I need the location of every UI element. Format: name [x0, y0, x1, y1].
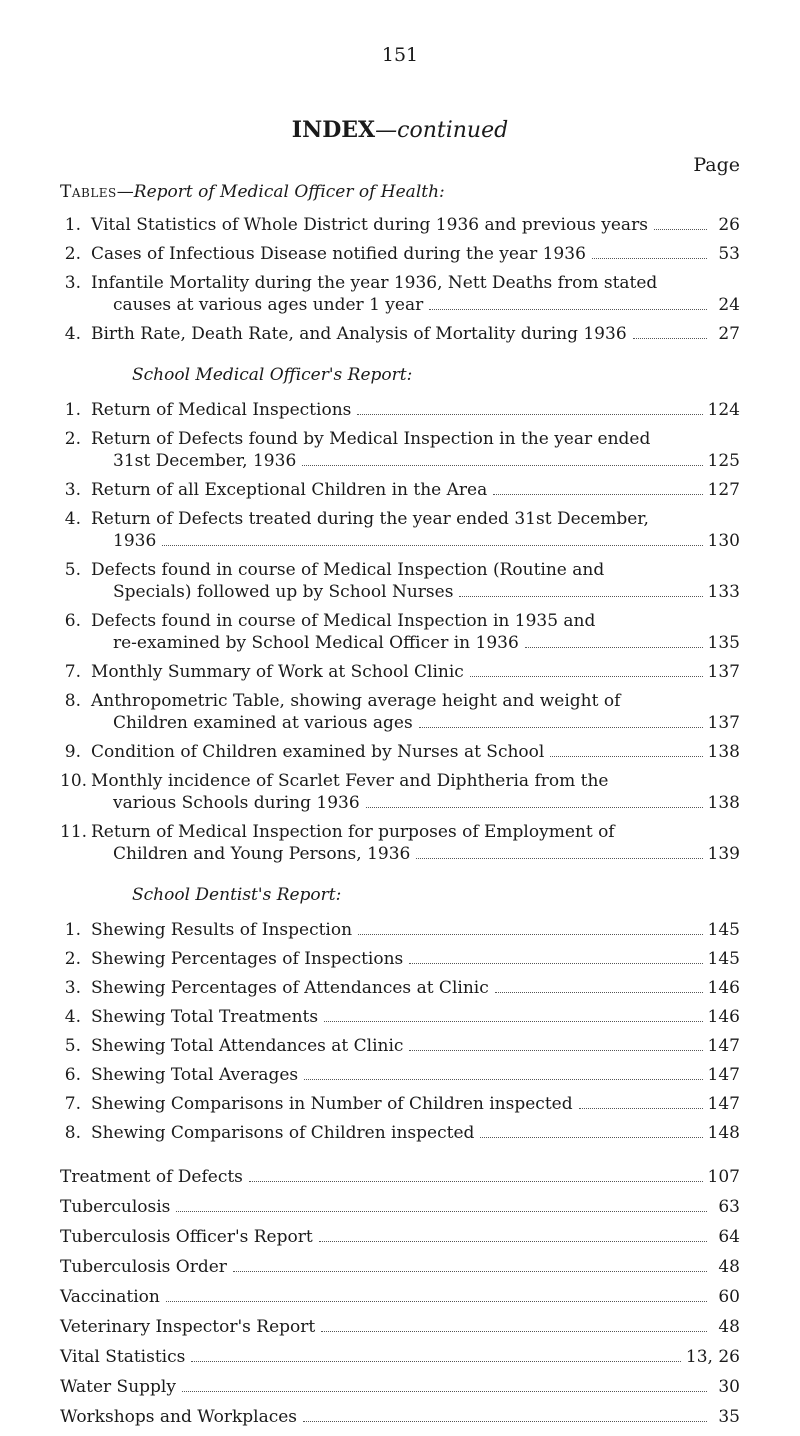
entry-line	[60, 1226, 740, 1248]
entry-number: 2.	[64, 429, 81, 449]
leader-dots	[358, 934, 703, 935]
entry-number: 9.	[64, 742, 81, 762]
entry-text: Specials) followed up by School Nurses	[113, 582, 454, 602]
entry-page: 125	[707, 451, 740, 471]
entry-text: re-examined by School Medical Officer in 1936	[113, 633, 519, 653]
entry-body	[91, 323, 740, 345]
general-entry	[60, 1286, 740, 1308]
entry-page: 53	[718, 244, 740, 264]
entry-body	[91, 1006, 740, 1028]
dentist-entry	[60, 919, 740, 941]
leader-dots	[321, 1331, 707, 1332]
entry-body	[91, 479, 740, 501]
tables-heading-italic: Report of Medical Officer of Health:	[133, 182, 445, 202]
entry-body	[91, 1035, 740, 1057]
leader-dots	[525, 647, 703, 648]
entry-text: Birth Rate, Death Rate, and Analysis of Mortality during 1936	[91, 324, 627, 344]
entry-line	[91, 479, 740, 501]
leader-dots	[176, 1211, 707, 1212]
entry-page: 30	[718, 1377, 740, 1397]
leader-dots	[166, 1301, 707, 1302]
dentist-entry	[60, 1064, 740, 1086]
entry-page: 64	[718, 1227, 740, 1247]
leader-dots	[357, 414, 702, 415]
entry-page: 145	[707, 920, 740, 940]
leader-dots	[592, 258, 707, 259]
entry-text: 31st December, 1936	[113, 451, 297, 471]
leader-dots	[470, 676, 703, 677]
entry-text: Tuberculosis	[60, 1197, 171, 1217]
entry-number: 1.	[64, 920, 81, 940]
entry-body	[91, 214, 740, 236]
tables-heading	[60, 182, 740, 202]
leader-dots	[579, 1108, 703, 1109]
dentist-entry	[60, 977, 740, 999]
entry-text: Return of Medical Inspection for purposes of Employment of	[91, 822, 615, 842]
entry-line	[91, 741, 740, 763]
leader-dots	[303, 1421, 707, 1422]
entry-number: 2.	[64, 949, 81, 969]
entry-text: Shewing Results of Inspection	[91, 920, 353, 940]
entry-number: 8.	[64, 691, 81, 711]
dentist-list	[60, 919, 740, 1144]
entry-line	[91, 712, 740, 734]
leader-dots	[249, 1181, 703, 1182]
entry-page: 35	[718, 1407, 740, 1427]
entry-text: Vital Statistics	[60, 1347, 186, 1367]
dentist-entry	[60, 948, 740, 970]
entry-line	[91, 272, 740, 294]
smo-entry	[60, 770, 740, 814]
entry-page: 130	[707, 531, 740, 551]
entry-line	[91, 919, 740, 941]
entry-body	[91, 1122, 740, 1144]
entry-line	[91, 581, 740, 603]
leader-dots	[493, 494, 702, 495]
general-entry	[60, 1166, 740, 1188]
entry-line	[91, 530, 740, 552]
moh-entry	[60, 272, 740, 316]
entry-body	[91, 948, 740, 970]
entry-body	[91, 661, 740, 683]
entry-text: Cases of Infectious Disease notified during the year 1936	[91, 244, 586, 264]
leader-dots	[429, 309, 707, 310]
entry-body	[91, 272, 740, 316]
entry-text: Return of Medical Inspections	[91, 400, 352, 420]
entry-number: 7.	[64, 1094, 81, 1114]
general-entry	[60, 1256, 740, 1278]
leader-dots	[302, 465, 702, 466]
leader-dots	[419, 727, 703, 728]
entry-body	[91, 741, 740, 763]
general-entry	[60, 1376, 740, 1398]
entry-body	[91, 770, 740, 814]
leader-dots	[162, 545, 702, 546]
entry-text: Shewing Percentages of Inspections	[91, 949, 404, 969]
entry-text: Vital Statistics of Whole District during 1936 and previous years	[91, 215, 648, 235]
entry-line	[91, 323, 740, 345]
entry-page: 146	[707, 978, 740, 998]
entry-line	[91, 661, 740, 683]
leader-dots	[480, 1137, 702, 1138]
entry-line	[91, 690, 740, 712]
entry-text: Shewing Comparisons in Number of Children inspected	[91, 1094, 573, 1114]
entry-line	[91, 559, 740, 581]
page-column-label: Page	[693, 154, 740, 176]
entry-text: Shewing Total Averages	[91, 1065, 299, 1085]
entry-line	[91, 294, 740, 316]
entry-line	[91, 948, 740, 970]
entry-text: Return of Defects treated during the year ended 31st December,	[91, 509, 649, 529]
entry-line	[60, 1286, 740, 1308]
moh-entry	[60, 214, 740, 236]
page-number: 151	[381, 44, 419, 66]
entry-body	[91, 919, 740, 941]
entry-number: 7.	[64, 662, 81, 682]
general-entry	[60, 1226, 740, 1248]
title-main: INDEX	[291, 117, 376, 143]
entry-page: 124	[707, 400, 740, 420]
smo-entry	[60, 690, 740, 734]
entry-page: 139	[707, 844, 740, 864]
entry-page: 13, 26	[685, 1347, 740, 1367]
entry-page: 137	[707, 713, 740, 733]
entry-body	[91, 977, 740, 999]
entry-body	[91, 610, 740, 654]
entry-text: Return of Defects found by Medical Inspection in the year ended	[91, 429, 651, 449]
entry-line	[60, 1166, 740, 1188]
entry-page: 24	[718, 295, 740, 315]
dentist-heading: School Dentist's Report:	[132, 885, 342, 905]
entry-line	[91, 977, 740, 999]
leader-dots	[416, 858, 702, 859]
entry-body	[91, 428, 740, 472]
entry-number: 6.	[64, 611, 81, 631]
entry-body	[91, 399, 740, 421]
leader-dots	[633, 338, 707, 339]
dentist-entry	[60, 1093, 740, 1115]
entry-number: 8.	[64, 1123, 81, 1143]
entry-body	[91, 508, 740, 552]
moh-list	[60, 214, 740, 345]
entry-number: 4.	[64, 324, 81, 344]
entry-text: Tuberculosis Officer's Report	[60, 1227, 313, 1247]
leader-dots	[233, 1271, 707, 1272]
entry-text: Defects found in course of Medical Inspection in 1935 and	[91, 611, 596, 631]
general-entry	[60, 1406, 740, 1428]
entry-text: Vaccination	[60, 1287, 160, 1307]
smo-entry	[60, 610, 740, 654]
entry-line	[60, 1406, 740, 1428]
leader-dots	[654, 229, 707, 230]
entry-line	[91, 821, 740, 843]
entry-page: 63	[718, 1197, 740, 1217]
page-title	[0, 117, 800, 143]
entry-text: Defects found in course of Medical Inspection (Routine and	[91, 560, 605, 580]
entry-number: 3.	[64, 480, 81, 500]
entry-text: Water Supply	[60, 1377, 176, 1397]
entry-text: Shewing Total Treatments	[91, 1007, 319, 1027]
moh-entry	[60, 323, 740, 345]
entry-body	[91, 243, 740, 265]
entry-text: Condition of Children examined by Nurses at School	[91, 742, 545, 762]
entry-text: Workshops and Workplaces	[60, 1407, 298, 1427]
smo-entry	[60, 479, 740, 501]
leader-dots	[324, 1021, 702, 1022]
entry-line	[91, 508, 740, 530]
entry-number: 1.	[64, 215, 81, 235]
entry-text: Children examined at various ages	[113, 713, 413, 733]
entry-line	[91, 399, 740, 421]
smo-entry	[60, 661, 740, 683]
entry-text: Treatment of Defects	[60, 1167, 243, 1187]
entry-number: 5.	[64, 1036, 81, 1056]
entry-body	[91, 1064, 740, 1086]
entry-page: 107	[707, 1167, 740, 1187]
title-suffix: —continued	[375, 118, 509, 143]
entry-page: 147	[707, 1036, 740, 1056]
entry-page: 60	[718, 1287, 740, 1307]
leader-dots	[191, 1361, 681, 1362]
smo-entry	[60, 508, 740, 552]
entry-text: Monthly Summary of Work at School Clinic	[91, 662, 464, 682]
entry-page: 135	[707, 633, 740, 653]
entry-line	[60, 1196, 740, 1218]
entry-text: 1936	[113, 531, 157, 551]
entry-page: 137	[707, 662, 740, 682]
entry-line	[91, 214, 740, 236]
entry-page: 148	[707, 1123, 740, 1143]
entry-line	[60, 1316, 740, 1338]
entry-page: 138	[707, 742, 740, 762]
entry-number: 4.	[64, 509, 81, 529]
smo-heading: School Medical Officer's Report:	[132, 365, 413, 385]
entry-text: causes at various ages under 1 year	[113, 295, 424, 315]
entry-body	[91, 690, 740, 734]
entry-line	[91, 792, 740, 814]
general-list	[60, 1166, 740, 1428]
entry-text: Anthropometric Table, showing average height and weight of	[91, 691, 621, 711]
entry-page: 26	[718, 215, 740, 235]
entry-line	[91, 1122, 740, 1144]
entry-text: Tuberculosis Order	[60, 1257, 227, 1277]
entry-line	[91, 1006, 740, 1028]
leader-dots	[182, 1391, 707, 1392]
index-content	[60, 182, 740, 1436]
general-entry	[60, 1196, 740, 1218]
entry-line	[60, 1376, 740, 1398]
entry-page: 138	[707, 793, 740, 813]
leader-dots	[409, 963, 702, 964]
entry-page: 147	[707, 1094, 740, 1114]
tables-heading-prefix: Tables	[60, 182, 117, 202]
dentist-entry	[60, 1035, 740, 1057]
entry-text: various Schools during 1936	[113, 793, 360, 813]
leader-dots	[319, 1241, 707, 1242]
general-entry	[60, 1346, 740, 1368]
smo-entry	[60, 399, 740, 421]
entry-line	[91, 450, 740, 472]
entry-text: Return of all Exceptional Children in the Area	[91, 480, 488, 500]
entry-number: 6.	[64, 1065, 81, 1085]
entry-page: 48	[718, 1317, 740, 1337]
leader-dots	[366, 807, 703, 808]
entry-page: 133	[707, 582, 740, 602]
leader-dots	[495, 992, 703, 993]
entry-line	[91, 632, 740, 654]
entry-number: 2.	[64, 244, 81, 264]
entry-number: 11.	[60, 822, 88, 842]
entry-page: 146	[707, 1007, 740, 1027]
entry-line	[91, 1035, 740, 1057]
smo-entry	[60, 741, 740, 763]
smo-entry	[60, 559, 740, 603]
entry-page: 147	[707, 1065, 740, 1085]
entry-line	[91, 610, 740, 632]
entry-body	[91, 559, 740, 603]
entry-page: 48	[718, 1257, 740, 1277]
entry-text: Monthly incidence of Scarlet Fever and Diphtheria from the	[91, 771, 609, 791]
entry-line	[91, 243, 740, 265]
entry-body	[91, 821, 740, 865]
entry-text: Shewing Total Attendances at Clinic	[91, 1036, 404, 1056]
entry-number: 3.	[64, 978, 81, 998]
leader-dots	[459, 596, 702, 597]
tables-heading-dash: —	[116, 182, 134, 202]
entry-number: 5.	[64, 560, 81, 580]
entry-text: Veterinary Inspector's Report	[60, 1317, 316, 1337]
smo-list	[60, 399, 740, 865]
entry-line	[91, 770, 740, 792]
entry-number: 4.	[64, 1007, 81, 1027]
entry-page: 127	[707, 480, 740, 500]
general-entry	[60, 1316, 740, 1338]
entry-text: Shewing Percentages of Attendances at Clinic	[91, 978, 489, 998]
moh-entry	[60, 243, 740, 265]
entry-page: 145	[707, 949, 740, 969]
entry-number: 10.	[60, 771, 88, 791]
entry-line	[91, 428, 740, 450]
entry-number: 1.	[64, 400, 81, 420]
smo-entry	[60, 821, 740, 865]
entry-body	[91, 1093, 740, 1115]
entry-line	[91, 843, 740, 865]
entry-page: 27	[718, 324, 740, 344]
leader-dots	[550, 756, 702, 757]
entry-line	[91, 1093, 740, 1115]
entry-text: Shewing Comparisons of Children inspected	[91, 1123, 475, 1143]
smo-entry	[60, 428, 740, 472]
entry-text: Infantile Mortality during the year 1936, Nett Deaths from stated	[91, 273, 658, 293]
entry-line	[60, 1256, 740, 1278]
leader-dots	[304, 1079, 702, 1080]
entry-line	[91, 1064, 740, 1086]
dentist-entry	[60, 1006, 740, 1028]
dentist-entry	[60, 1122, 740, 1144]
leader-dots	[409, 1050, 702, 1051]
entry-line	[60, 1346, 740, 1368]
entry-number: 3.	[64, 273, 81, 293]
entry-text: Children and Young Persons, 1936	[113, 844, 411, 864]
